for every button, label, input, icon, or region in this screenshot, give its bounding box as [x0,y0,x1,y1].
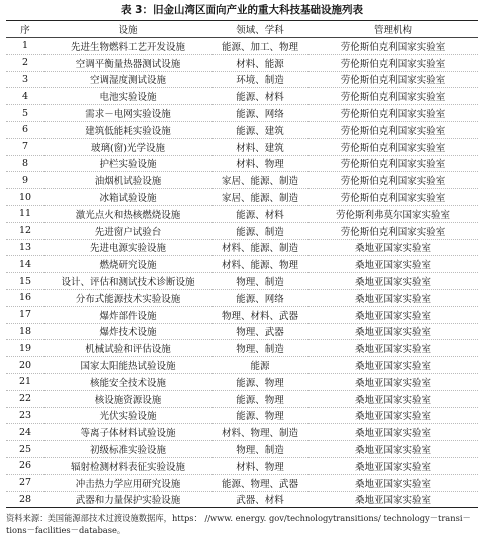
facility-name: 设计、评估和测试技术诊断设施 [44,273,212,290]
facility-name: 空调平衡量热器测试设施 [44,54,212,71]
facility-name: 护栏实验设施 [44,155,212,172]
table-row [6,474,478,491]
field-discipline: 材料、能源、制造 [212,239,308,256]
table-row [6,357,478,374]
managing-organization: 劳伦斯伯克利国家实验室 [308,38,478,55]
facility-name: 爆炸部件设施 [44,306,212,323]
row-number: 28 [18,493,32,505]
managing-organization: 劳伦斯伯克利国家实验室 [308,222,478,239]
facility-name: 空调湿度测试设施 [44,71,212,88]
facility-name: 玻璃(窗)光学设施 [44,138,212,155]
field-discipline: 家居、能源、制造 [212,189,308,206]
facility-name: 电池实验设施 [44,88,212,105]
field-discipline: 物理、制造 [212,340,308,357]
row-number: 24 [6,424,44,441]
row-number: 13 [6,239,44,256]
facility-name: 先进生物燃料工艺开发设施 [44,38,212,55]
field-discipline: 能源、物理、武器 [212,474,308,491]
facility-name: 先进窗户试验台 [44,222,212,239]
table-row [6,273,478,290]
managing-organization: 桑地亚国家实验室 [308,407,478,424]
managing-organization: 桑地亚国家实验室 [308,373,478,390]
facility-name: 国家太阳能热试验设施 [44,357,212,374]
table-row [6,138,478,155]
table-row [6,88,478,105]
facility-name: 爆炸技术设施 [44,323,212,340]
field-discipline: 材料、能源 [212,54,308,71]
managing-organization: 桑地亚国家实验室 [308,323,478,340]
table-row [6,121,478,138]
table-row [6,323,478,340]
managing-organization: 桑地亚国家实验室 [354,495,431,507]
field-discipline: 材料、建筑 [212,138,308,155]
header-facility: 设施 [44,21,212,38]
managing-organization: 桑地亚国家实验室 [308,306,478,323]
row-number: 2 [6,54,44,71]
managing-organization: 桑地亚国家实验室 [308,239,478,256]
row-number: 12 [6,222,44,239]
row-number: 27 [6,474,44,491]
table-row [6,373,478,390]
source-note: 资料来源：美国能源部技术过渡设施数据库，https： //www. energy. gov/technologytransitions/ technology－transi－tions－facilities－database。 [6,513,471,536]
row-number: 22 [6,390,44,407]
row-number: 16 [6,289,44,306]
field-discipline: 能源、材料 [212,205,308,222]
table-row [6,222,478,239]
row-number: 8 [6,155,44,172]
managing-organization: 劳伦斯伯克利国家实验室 [308,105,478,122]
managing-organization: 劳伦斯伯克利国家实验室 [308,138,478,155]
table-row [6,457,478,474]
facility-name: 燃烧研究设施 [44,256,212,273]
managing-organization: 桑地亚国家实验室 [308,357,478,374]
managing-organization: 劳伦斯利弗莫尔国家实验室 [308,205,478,222]
table-row [6,71,478,88]
table-row [6,205,478,222]
table-row [6,155,478,172]
field-discipline: 武器、材料 [236,495,284,507]
header-organization: 管理机构 [308,21,478,38]
facility-name: 核能安全技术设施 [44,373,212,390]
field-discipline: 物理、制造 [212,273,308,290]
row-number: 6 [6,121,44,138]
facility-name: 辐射检测材料表征实验设施 [44,457,212,474]
managing-organization: 桑地亚国家实验室 [308,441,478,458]
row-number: 15 [6,273,44,290]
field-discipline: 能源、材料 [212,88,308,105]
row-number: 20 [6,357,44,374]
field-discipline: 能源、网络 [212,289,308,306]
field-discipline: 家居、能源、制造 [212,172,308,189]
field-discipline: 能源 [212,357,308,374]
facility-name: 机械试验和评估设施 [44,340,212,357]
table-row [6,407,478,424]
field-discipline: 材料、物理 [212,457,308,474]
table-row [6,54,478,71]
facility-name: 激光点火和热核燃烧设施 [44,205,212,222]
field-discipline: 能源、制造 [212,222,308,239]
managing-organization: 桑地亚国家实验室 [308,289,478,306]
row-number: 4 [6,88,44,105]
managing-organization: 劳伦斯伯克利国家实验室 [308,88,478,105]
table-row [6,239,478,256]
facilities-table [6,20,478,508]
field-discipline: 材料、物理 [212,155,308,172]
managing-organization: 劳伦斯伯克利国家实验室 [308,71,478,88]
facility-name: 油烟机试验设施 [44,172,212,189]
table-row [6,424,478,441]
row-number: 14 [6,256,44,273]
row-number: 1 [6,38,44,55]
field-discipline: 能源、建筑 [212,121,308,138]
table-row [6,340,478,357]
table-body [6,38,478,508]
facility-name: 冰箱试验设施 [44,189,212,206]
row-number: 26 [6,457,44,474]
table-caption: 表 3：旧金山湾区面向产业的重大科技基础设施列表 [121,4,363,16]
row-number: 21 [6,373,44,390]
field-discipline: 能源、物理 [212,373,308,390]
row-number: 5 [6,105,44,122]
field-discipline: 能源、物理 [212,407,308,424]
facility-name: 武器和力量保护实验设施 [75,495,181,507]
managing-organization: 劳伦斯伯克利国家实验室 [308,54,478,71]
table-row [6,256,478,273]
table-row [6,172,478,189]
managing-organization: 劳伦斯伯克利国家实验室 [308,155,478,172]
facility-name: 先进电源实验设施 [44,239,212,256]
facility-name: 初级标准实验设施 [44,441,212,458]
row-number: 9 [6,172,44,189]
table-row [6,105,478,122]
table-row [6,390,478,407]
facility-name: 分布式能源技术实验设施 [44,289,212,306]
managing-organization: 桑地亚国家实验室 [308,340,478,357]
managing-organization: 桑地亚国家实验室 [308,390,478,407]
row-number: 19 [6,340,44,357]
field-discipline: 材料、能源、物理 [212,256,308,273]
row-number: 10 [6,189,44,206]
header-field: 领域、学科 [212,21,308,38]
table-row [6,289,478,306]
facility-name: 需求－电网实验设施 [44,105,212,122]
facility-name: 光伏实验设施 [44,407,212,424]
facility-name: 等离子体材料试验设施 [44,424,212,441]
row-number: 25 [6,441,44,458]
row-number: 3 [6,71,44,88]
table-row [6,306,478,323]
managing-organization: 桑地亚国家实验室 [308,424,478,441]
field-discipline: 物理、制造 [212,441,308,458]
table-row [6,189,478,206]
managing-organization: 劳伦斯伯克利国家实验室 [308,121,478,138]
row-number: 7 [6,138,44,155]
table-header-row [6,21,478,38]
row-number: 11 [6,205,44,222]
managing-organization: 桑地亚国家实验室 [308,457,478,474]
managing-organization: 桑地亚国家实验室 [308,474,478,491]
field-discipline: 能源、加工、物理 [212,38,308,55]
table-row [6,38,478,55]
header-number: 序 [6,21,44,38]
facility-name: 冲击热力学应用研究设施 [44,474,212,491]
row-number: 18 [6,323,44,340]
field-discipline: 能源、网络 [212,105,308,122]
facility-name: 建筑低能耗实验设施 [44,121,212,138]
field-discipline: 材料、物理、制造 [212,424,308,441]
facility-name: 核设施资源设施 [44,390,212,407]
managing-organization: 劳伦斯伯克利国家实验室 [308,172,478,189]
managing-organization: 劳伦斯伯克利国家实验室 [308,189,478,206]
field-discipline: 环境、制造 [212,71,308,88]
managing-organization: 桑地亚国家实验室 [308,256,478,273]
table-row [6,441,478,458]
table-row [6,491,478,508]
row-number: 17 [6,306,44,323]
field-discipline: 物理、材料、武器 [212,306,308,323]
row-number: 23 [6,407,44,424]
managing-organization: 桑地亚国家实验室 [308,273,478,290]
field-discipline: 能源、物理 [212,390,308,407]
field-discipline: 物理、武器 [212,323,308,340]
